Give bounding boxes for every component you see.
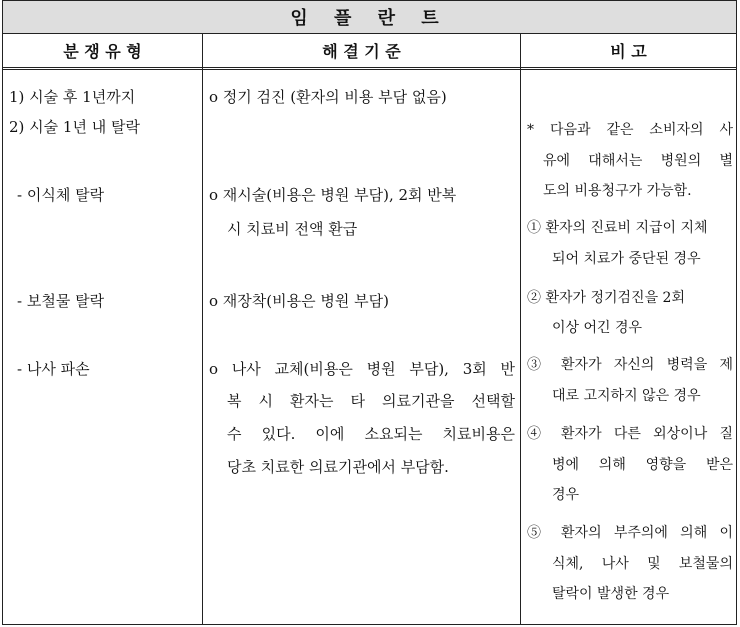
dispute-subtype-prosthesis: - 보철물 탈락 (17, 292, 105, 310)
remarks-case-5: ⑤ 환자의 부주의에 의해 이 (527, 525, 733, 541)
dispute-type-1: 1) 시술 후 1년까지 (9, 88, 136, 106)
remarks-case-4: 경우 (552, 487, 580, 503)
resolution-1: o 정기 검진 (환자의 비용 부담 없음) (209, 88, 447, 106)
dispute-subtype-implant: - 이식체 탈락 (17, 186, 105, 204)
dispute-type-2: 2) 시술 1년 내 탈락 (9, 118, 140, 136)
header-dispute-type: 분 쟁 유 형 (63, 41, 142, 61)
resolution-4-line: 수 있다. 이에 소요되는 치료비용은 (227, 425, 515, 443)
remarks-case-1: ① 환자의 진료비 지급이 지체 (527, 220, 708, 236)
table-header (3, 33, 736, 70)
dispute-resolution-table (2, 0, 737, 625)
resolution-4-line: o 나사 교체(비용은 병원 부담), 3회 반 (209, 360, 515, 378)
remarks-case-3: ③ 환자가 자신의 병력을 제 (527, 357, 733, 373)
resolution-2-line: 시 치료비 전액 환급 (227, 220, 358, 238)
header-remarks: 비 고 (610, 41, 647, 61)
column-divider (520, 33, 521, 624)
table-title: 임 플 란 트 (3, 1, 736, 34)
remarks-note-line: * 다음과 같은 소비자의 사 (527, 122, 733, 138)
remarks-case-2: 이상 어긴 경우 (552, 320, 643, 336)
remarks-case-5: 식체, 나사 및 보철물의 (552, 556, 733, 572)
column-divider (202, 33, 203, 624)
remarks-case-1: 되어 치료가 중단된 경우 (552, 251, 701, 267)
remarks-case-4: 병에 의해 영향을 받은 (552, 457, 733, 473)
resolution-3: o 재장착(비용은 병원 부담) (209, 292, 389, 310)
header-resolution-criteria: 해 결 기 준 (322, 41, 401, 61)
resolution-4-line: 당초 치료한 의료기관에서 부담함. (227, 458, 449, 476)
remarks-note-line: 유에 대해서는 병원의 별 (543, 153, 733, 169)
remarks-case-2: ② 환자가 정기검진을 2회 (527, 290, 685, 306)
remarks-case-5: 탈락이 발생한 경우 (552, 586, 670, 602)
resolution-4-line: 복 시 환자는 타 의료기관을 선택할 (227, 392, 515, 410)
remarks-case-4: ④ 환자가 다른 외상이나 질 (527, 426, 733, 442)
remarks-note-line: 도의 비용청구가 가능함. (543, 183, 692, 199)
dispute-subtype-screw: - 나사 파손 (17, 360, 90, 378)
resolution-2-line: o 재시술(비용은 병원 부담), 2회 반복 (209, 186, 457, 204)
remarks-case-3: 대로 고지하지 않은 경우 (552, 388, 701, 404)
